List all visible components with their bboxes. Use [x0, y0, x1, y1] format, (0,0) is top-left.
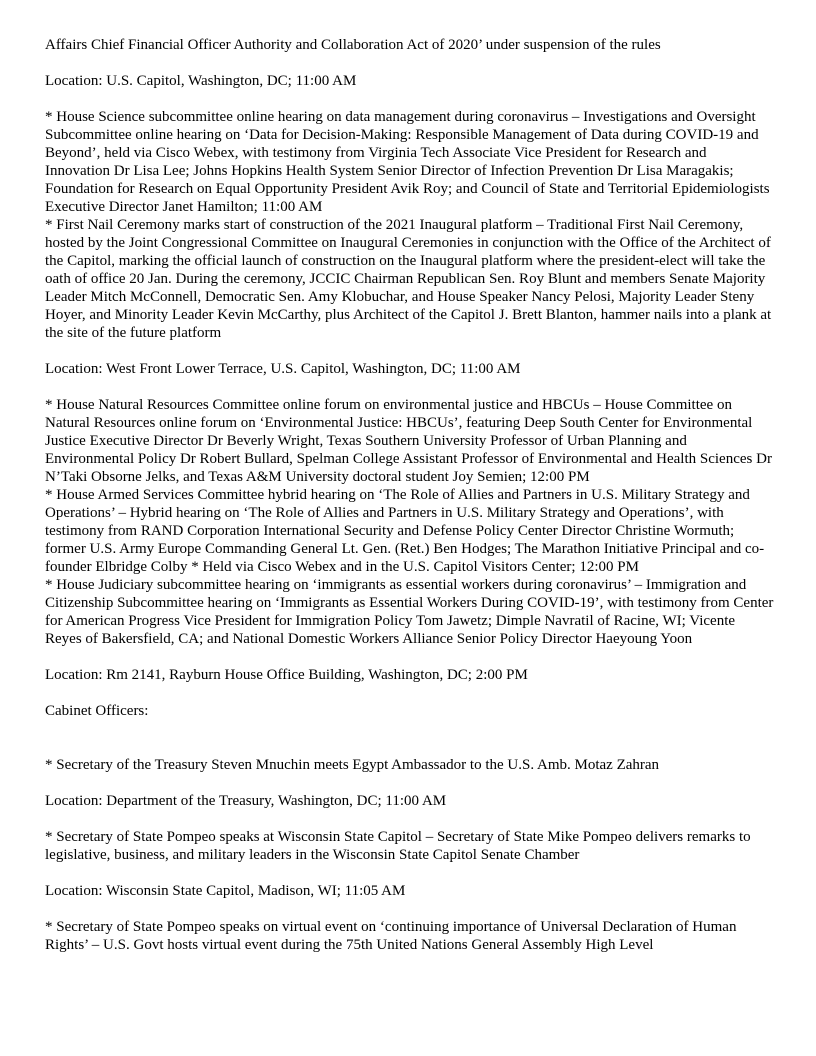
location-capitol: Location: U.S. Capitol, Washington, DC; 11:00 AM [45, 73, 357, 89]
event-first-nail-ceremony: * First Nail Ceremony marks start of construction of the 2021 Inaugural platform – Traditional First Nail Ceremony, hosted by the Joint Congressional Committee on Inaugural Ceremonies in conjunction with the Office of the Architect of the Capitol, marking the official launch of construction on the Inaugural platform where the president-elect will take the oath of office 20 Jan. During the ceremony, JCCIC Chairman Republican Sen. Roy Blunt and members Senate Majority Leader Mitch McConnell, Democratic Sen. Amy Klobuchar, and House Speaker Nancy Pelosi, Majority Leader Steny Hoyer, and Minority Leader Kevin McCarthy, plus Architect of the Capitol J. Brett Blanton, hammer nails into a plank at the site of the future platform [45, 217, 772, 341]
event-judiciary-hearing: * House Judiciary subcommittee hearing on ‘immigrants as essential workers during coronavirus’ – Immigration and Citizenship Subcommittee hearing on ‘Immigrants as Essential Workers During COVID-19’, with testimony from Center for American Progress Vice President for Immigration Policy Tom Jawetz; Dimple Navratil of Racine, WI; Vicente Reyes of Bakersfield, CA; and National Domestic Workers Alliance Senior Policy Director Haeyoung Yoon [45, 577, 774, 647]
location-wisconsin-capitol: Location: Wisconsin State Capitol, Madison, WI; 11:05 AM [45, 883, 406, 899]
event-science-hearing: * House Science subcommittee online hearing on data management during coronavirus – Investigations and Oversight Subcommittee online hearing on ‘Data for Decision-Making: Responsible Management of Data during COVID-19 and Beyond’, held via Cisco Webex, with testimony from Virginia Tech Associate Vice President for Research and Innovation Dr Lisa Lee; Johns Hopkins Health System Senior Director of Infection Prevention Dr Lisa Maragakis; Foundation for Research on Equal Opportunity President Avik Roy; and Council of State and Territorial Epidemiologists Executive Director Janet Hamilton; 11:00 AM [45, 109, 770, 215]
event-natural-resources-forum: * House Natural Resources Committee online forum on environmental justice and HBCUs – House Committee on Natural Resources online forum on ‘Environmental Justice: HBCUs’, featuring Deep South Center for Environmental Justice Executive Director Dr Beverly Wright, Texas Southern University Professor of Urban Planning and Environmental Policy Dr Robert Bullard, Spelman College Assistant Professor of Environmental and Health Sciences Dr N’Taki Obsorne Jelks, and Texas A&M University doctoral student Joy Semien; 12:00 PM [45, 397, 772, 485]
section-heading-cabinet-officers: Cabinet Officers: [45, 703, 149, 719]
event-armed-services-hearing: * House Armed Services Committee hybrid hearing on ‘The Role of Allies and Partners in U.S. Military Strategy and Operations’ – Hybrid hearing on ‘The Role of Allies and Partners in U.S. Military Strategy and Operations’, with testimony from RAND Corporation International Security and Defense Policy Center Director Christine Wormuth; former U.S. Army Europe Commanding General Lt. Gen. (Ret.) Ben Hodges; The Marathon Initiative Principal and co-founder Elbridge Colby * Held via Cisco Webex and in the U.S. Capitol Visitors Center; 12:00 PM [45, 487, 765, 575]
event-treasury-meeting: * Secretary of the Treasury Steven Mnuchin meets Egypt Ambassador to the U.S. Amb. Motaz Zahran [45, 757, 660, 773]
location-treasury: Location: Department of the Treasury, Washington, DC; 11:00 AM [45, 793, 447, 809]
location-west-front: Location: West Front Lower Terrace, U.S. Capitol, Washington, DC; 11:00 AM [45, 361, 521, 377]
event-pompeo-wisconsin: * Secretary of State Pompeo speaks at Wisconsin State Capitol – Secretary of State Mike Pompeo delivers remarks to legislative, business, and military leaders in the Wisconsin State Capitol Senate Chamber [45, 829, 751, 863]
location-rayburn: Location: Rm 2141, Rayburn House Office Building, Washington, DC; 2:00 PM [45, 667, 528, 683]
document-body [45, 36, 775, 954]
paragraph-act-title: Affairs Chief Financial Officer Authority and Collaboration Act of 2020’ under suspension of the rules [45, 37, 661, 53]
event-pompeo-virtual: * Secretary of State Pompeo speaks on virtual event on ‘continuing importance of Universal Declaration of Human Rights’ – U.S. Govt hosts virtual event during the 75th United Nations General Assembly High Level [45, 919, 737, 953]
